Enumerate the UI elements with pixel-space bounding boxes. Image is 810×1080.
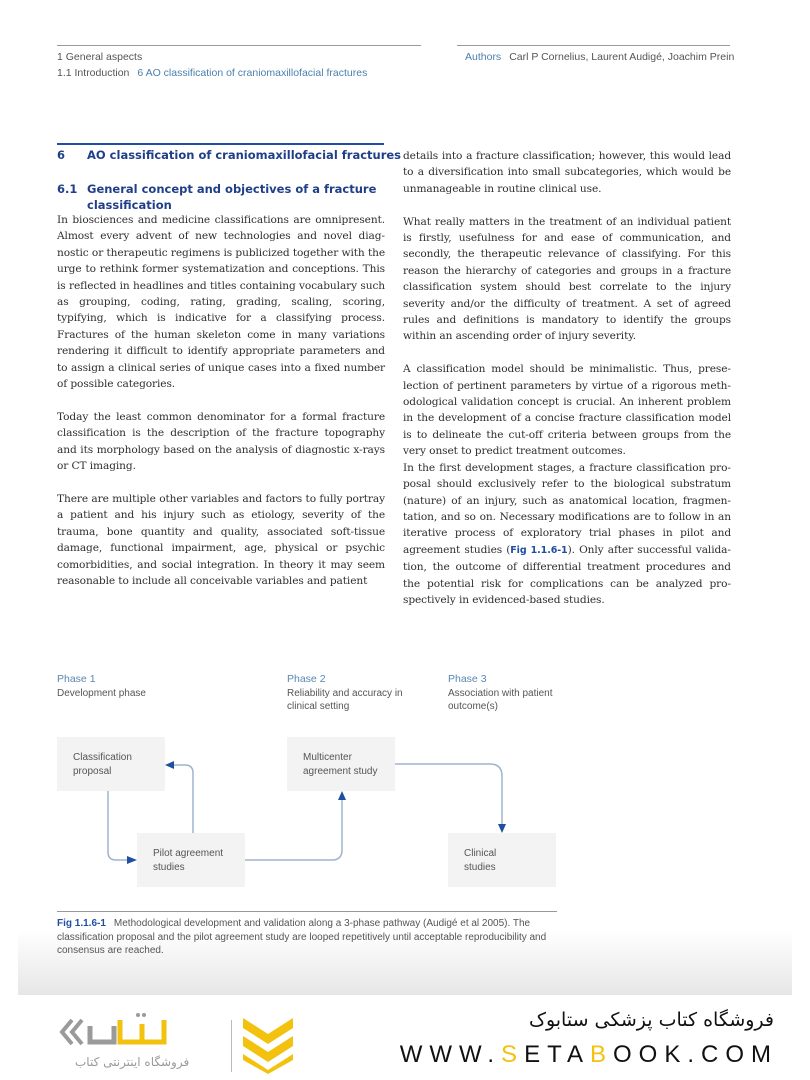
clinical-studies-box: Clinical studies bbox=[448, 833, 556, 887]
phase-2-label bbox=[287, 673, 403, 714]
phase-description: Reliability and accuracy in bbox=[287, 687, 403, 699]
classification-proposal-box: Classification proposal bbox=[57, 737, 165, 791]
phase-1-label bbox=[57, 673, 146, 700]
figure-caption bbox=[57, 917, 562, 958]
paragraph: Today the least common denominator for a formal fracture classification is the description of the fracture topography and its morphology based on the analysis of diagnostic x-rays or CT imaging. bbox=[57, 410, 385, 473]
running-header-authors bbox=[465, 51, 734, 63]
paragraph: There are multiple other variables and factors to fully portray a patient and his injury such as etiology, severity of the trauma, bone quantity and quality, associated soft-tissue damage, functional impairment, age, physical or psychic comorbidities, and social integration. In theory it may seem reasonable to include all conceivable variables and patient bbox=[57, 492, 385, 587]
chevrons-icon bbox=[62, 1020, 82, 1044]
phase-description: outcome(s) bbox=[448, 701, 499, 712]
caption-text: Methodological development and validation along a 3-phase pathway (Audigé et al 2005). The classification proposal and the pilot agreement study are looped repetitively until acceptable reproducibility and consensus are reached. bbox=[57, 918, 547, 956]
section-title: AO classification of craniomaxillofacial fractures bbox=[87, 148, 402, 162]
subsection-number: 6.1 bbox=[57, 182, 78, 196]
running-header-chapter: 1 General aspects bbox=[57, 51, 143, 63]
section-number: 6 bbox=[57, 148, 66, 162]
phase-title: Phase 3 bbox=[448, 673, 487, 685]
paragraph: What really matters in the treatment of an individual patient is firstly, usefulness for and ease of communication, and secondly, the therapeutic relevance of classifying. For this reason the hierarchy of categories and groups in a fracture classification system should best correlate to the injury severity and/or the difficulty of treatment. A set of agreed rules and definitions is mandatory to identify the groups within an ascending order of injury severity. bbox=[403, 215, 731, 343]
chevron-emblem-icon bbox=[243, 1018, 293, 1074]
figure-reference-link[interactable]: Fig 1.1.6-1 bbox=[510, 544, 568, 556]
multicenter-study-box: Multicenter agreement study bbox=[287, 737, 395, 791]
header-rule bbox=[457, 45, 730, 46]
authors-names: Carl P Cornelius, Laurent Audigé, Joachim Prein bbox=[509, 51, 735, 63]
phase-description: Development phase bbox=[57, 687, 146, 699]
text-column-left bbox=[57, 212, 385, 589]
subsection-heading bbox=[57, 181, 387, 213]
phase-3-label bbox=[448, 673, 553, 714]
section-heading bbox=[57, 148, 401, 162]
paragraph: A classification model should be minimalistic. Thus, preselection of pertinent parameters by virtue of a rigorous methodological validation concept is crucial. An inherent problem in the development of a concise fracture classification model is to delineate the cut-off criteria between groups from the very onset to predict treatment outcomes. bbox=[403, 363, 731, 458]
pilot-agreement-box: Pilot agreement studies bbox=[137, 833, 245, 887]
text-column-right bbox=[403, 148, 731, 608]
authors-label: Authors bbox=[465, 51, 502, 63]
logo-divider bbox=[231, 1020, 232, 1072]
paragraph: details into a fracture classification; however, this would lead to a diversification into small subcategories, which would be unmanageable in routine clinical use. bbox=[403, 150, 731, 195]
phase-title: Phase 2 bbox=[287, 673, 326, 685]
phase-description: Association with patient bbox=[448, 687, 553, 699]
subsection-title: General concept and objectives of a fracture classification bbox=[87, 182, 377, 212]
paragraph: In biosciences and medicine classifications are omnipresent. Almost every advent of new technologies and novel diagnostic or therapeutic regimens is publicized together with the urge to rethink former systematization and conceptions. This is reflected in headlines and titles containing vocabulary such as grouping, coding, rating, grading, scaling, scoring, typifying, which is indicative for a classifying process. Fractures of the human skeleton come in many variations rendering it difficult to identify appropriate parameters and to assign a clinical series of unique cases into a fixed number of possible categories. bbox=[57, 214, 385, 391]
logo-subtitle: فروشگاه اینترنتی کتاب bbox=[75, 1055, 190, 1069]
store-url[interactable]: WWW.SETABOOK.COM bbox=[399, 1041, 778, 1068]
store-name: فروشگاه کتاب پزشکی ستابوک bbox=[528, 1009, 774, 1031]
phase-title: Phase 1 bbox=[57, 673, 96, 685]
caption-rule bbox=[57, 911, 557, 912]
running-header-subsection: 6 AO classification of craniomaxillofacial fractures bbox=[137, 67, 368, 79]
running-header-section bbox=[57, 67, 367, 79]
paragraph: In the first development stages, a fracture classification proposal should exclusively refer to the biological substratum (nature) of an injury, such as anatomical location, fragmentation, and so on. Necessary modifications are to follow in an iterative process of exploratory trial phases in pilot and agreement studies (Fig 1.1.6-1). Only after successful validation, the outcome of differential treatment procedures and the potential risk for complications can be analyzed prospectively in evidenced-based studies. bbox=[403, 461, 731, 606]
phase-description: clinical setting bbox=[287, 701, 350, 712]
figure-label: Fig 1.1.6-1 bbox=[57, 918, 106, 929]
header-rule bbox=[57, 45, 421, 46]
running-header-section-label: 1.1 Introduction bbox=[57, 67, 130, 79]
section-rule bbox=[57, 143, 384, 145]
